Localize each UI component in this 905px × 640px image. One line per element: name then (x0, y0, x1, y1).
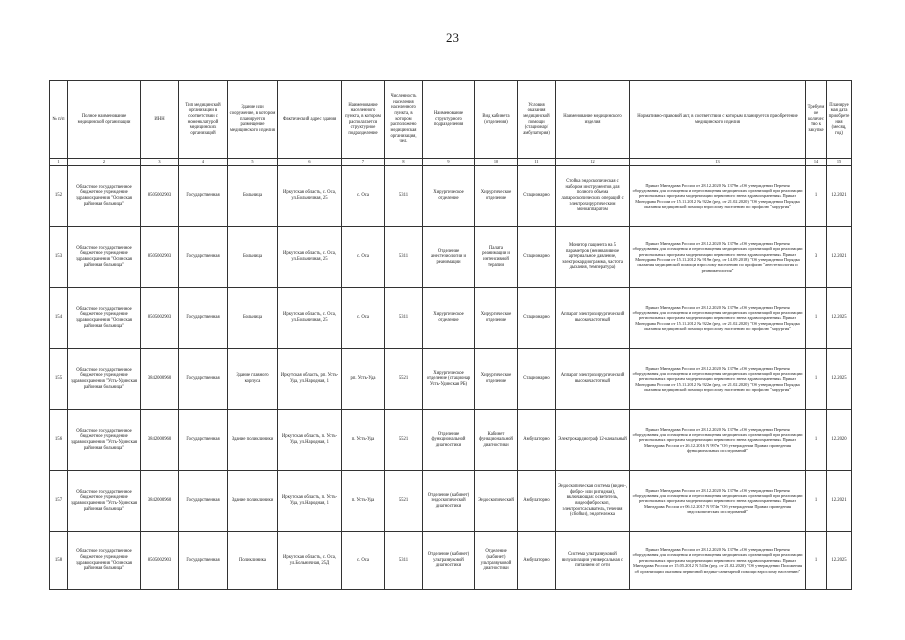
unit: Отделение функциональной диагностики (423, 410, 475, 471)
column-number: 11 (518, 159, 556, 166)
building: Поликлиника (228, 532, 278, 590)
population: 5311 (385, 166, 423, 227)
quantity: 1 (806, 410, 827, 471)
care-type: Стационарно (518, 227, 556, 288)
locality: п. Усть-Уда (342, 410, 385, 471)
population: 5521 (385, 410, 423, 471)
org-name: Областное государственное бюджетное учреждение здравоохранения "Осинская районная больница" (68, 532, 141, 590)
row-number: 157 (50, 471, 68, 532)
population: 5311 (385, 227, 423, 288)
column-number: 13 (630, 159, 806, 166)
org-type: Государственная (179, 227, 228, 288)
org-name: Областное государственное бюджетное учреждение здравоохранения "Осинская районная больница" (68, 288, 141, 349)
unit: Хирургическое отделение (стационар Усть-Удинская РБ) (423, 349, 475, 410)
device: Стойка эндоскопическая с набором инструментов для полного объема лапароскопических операций с электрохирургическим моноаппаратом (556, 166, 630, 227)
locality: с. Оса (342, 532, 385, 590)
column-number: 7 (342, 159, 385, 166)
inn: 3842000960 (141, 410, 179, 471)
column-number: 9 (423, 159, 475, 166)
header-cell: Здание или сооружение, в котором планируется размещение медицинского изделия (228, 81, 278, 159)
inn: 3842000960 (141, 349, 179, 410)
device: Эндоскопическая система (видео-, фибро- или ригидная), включающая: осветитель, видеофиброскоп, электроотсасыватель, течения (сбойки), эндотележка (556, 471, 630, 532)
cabinet: Палата реанимации и интенсивной терапии (475, 227, 518, 288)
inn: 3842000960 (141, 471, 179, 532)
locality: п. Усть-Уда (342, 471, 385, 532)
header-cell: № п/п (50, 81, 68, 159)
device: Электрокардиограф 12-канальный (556, 410, 630, 471)
quantity: 1 (806, 288, 827, 349)
header-cell: ИНН (141, 81, 179, 159)
row-number: 154 (50, 288, 68, 349)
care-type: Стационарно (518, 288, 556, 349)
unit: Хирургическое отделение (423, 288, 475, 349)
unit: Отделение (кабинет) ультразвуковой диагностики (423, 532, 475, 590)
column-number: 1 (50, 159, 68, 166)
cabinet: Кабинет функциональной диагностики (475, 410, 518, 471)
device: Монитор пациента на 5 параметров (неинвазивное артериальное давление, электрокардиограмма, частота дыхания, температура) (556, 227, 630, 288)
cabinet: Эндоскопический (475, 471, 518, 532)
column-number: 12 (556, 159, 630, 166)
column-number: 5 (228, 159, 278, 166)
legal-act: Приказ Минздрава России от 28.12.2020 № 1379н «Об утверждении Перечня оборудования для оснащения и переоснащения медицинских организаций при реализации региональных программ модернизации первичного звена здравоохранения» Приказ Минздрава России от 15.11.2012 № 919н (ред. от 14.09.2018) "Об утверждении Порядка оказания медицинской помощи взрослому населению по профилю "анестезиология и реаниматология" (630, 227, 806, 288)
quantity: 1 (806, 349, 827, 410)
table-row (50, 166, 852, 227)
purchase-date: 12.2025 (827, 532, 852, 590)
column-number: 6 (278, 159, 342, 166)
building: Здание поликлиники (228, 410, 278, 471)
address: Иркутская область, с. Оса, ул.Больничная, 25 (278, 227, 342, 288)
building: Здание главного корпуса (228, 349, 278, 410)
inn: 8505002903 (141, 532, 179, 590)
care-type: Стационарно (518, 166, 556, 227)
header-cell: Тип медицинской организации в соответствии с номенклатурой медицинских организаций (179, 81, 228, 159)
device: Аппарат электрохирургический высокочастотный (556, 288, 630, 349)
building: Больница (228, 166, 278, 227)
unit: Хирургическое отделение (423, 166, 475, 227)
org-name: Областное государственное бюджетное учреждение здравоохранения "Усть-Удинская районная больница" (68, 471, 141, 532)
org-name: Областное государственное бюджетное учреждение здравоохранения "Осинская районная больница" (68, 227, 141, 288)
org-type: Государственная (179, 349, 228, 410)
column-number: 3 (141, 159, 179, 166)
population: 5311 (385, 288, 423, 349)
header-cell: Нормативно-правовой акт, в соответствии с которым планируется приобретение медицинского изделия (630, 81, 806, 159)
legal-act: Приказ Минздрава России от 28.12.2020 № 1379н «Об утверждении Перечня оборудования для оснащения и переоснащения медицинских организаций при реализации региональных программ модернизации первичного звена здравоохранения» Приказ Минздрава России от 15.11.2012 № 922н (ред. от 21.02.2020) "Об утверждении Порядка оказания медицинской помощи взрослому населению по профилю "хирургия" (630, 166, 806, 227)
address: Иркутская область, с. Оса, ул.Больничная, 25 (278, 166, 342, 227)
org-type: Государственная (179, 410, 228, 471)
legal-act: Приказ Минздрава России от 28.12.2020 № 1379н «Об утверждении Перечня оборудования для оснащения и переоснащения медицинских организаций при реализации региональных программ модернизации первичного звена здравоохранения» Приказ Минздрава России от 15.11.2012 № 922н (ред. от 21.02.2020) "Об утверждении Порядка оказания медицинской помощи взрослому населению по профилю "хирургия" (630, 288, 806, 349)
device: Система ультразвуковой визуализации универсальная с питанием от сети (556, 532, 630, 590)
address: Иркутская область, с. Оса, ул.Больничная, 25 (278, 288, 342, 349)
table-row (50, 410, 852, 471)
address: Иркутская область, с. Оса, ул.Больничная, 25Д (278, 532, 342, 590)
quantity: 1 (806, 166, 827, 227)
table-row (50, 532, 852, 590)
row-number: 153 (50, 227, 68, 288)
population: 5521 (385, 349, 423, 410)
row-number: 155 (50, 349, 68, 410)
org-name: Областное государственное бюджетное учреждение здравоохранения "Усть-Удинская районная больница" (68, 410, 141, 471)
cabinet: Хирургическое отделение (475, 288, 518, 349)
cabinet: Отделение (кабинет) ультразвуковой диагностики (475, 532, 518, 590)
row-number: 152 (50, 166, 68, 227)
org-name: Областное государственное бюджетное учреждение здравоохранения "Усть-Удинская районная больница" (68, 349, 141, 410)
header-cell: Фактический адрес здания (278, 81, 342, 159)
header-cell: Наименование медицинского изделия (556, 81, 630, 159)
legal-act: Приказ Минздрава России от 28.12.2020 № 1379н «Об утверждении Перечня оборудования для оснащения и переоснащения медицинских организаций при реализации региональных программ модернизации первичного звена здравоохранения» Приказ Минздрава России от 26.12.2016 N 997н "Об утверждении Правил проведения функциональных исследований" (630, 410, 806, 471)
care-type: Амбулаторно (518, 471, 556, 532)
legal-act: Приказ Минздрава России от 28.12.2020 № 1379н «Об утверждении Перечня оборудования для оснащения и переоснащения медицинских организаций при реализации региональных программ модернизации первичного звена здравоохранения» Приказ Минздрава России от 15.05.2012 N 543н (ред. от 21.02.2020) "Об утверждении Положения об организации оказания первичной медико-санитарной помощи взрослому населению" (630, 532, 806, 590)
care-type: Амбулаторно (518, 532, 556, 590)
locality: с. Оса (342, 288, 385, 349)
care-type: Амбулаторно (518, 410, 556, 471)
locality: с. Оса (342, 166, 385, 227)
building: Здание поликлиники (228, 471, 278, 532)
address: Иркутская область, п. Усть-Уда, ул.Народная, 1 (278, 471, 342, 532)
table-row (50, 471, 852, 532)
org-type: Государственная (179, 532, 228, 590)
column-number: 8 (385, 159, 423, 166)
building: Больница (228, 288, 278, 349)
purchase-date: 12.2025 (827, 288, 852, 349)
table-row (50, 288, 852, 349)
legal-act: Приказ Минздрава России от 28.12.2020 № 1379н «Об утверждении Перечня оборудования для оснащения и переоснащения медицинских организаций при реализации региональных программ модернизации первичного звена здравоохранения» Приказ Минздрава России от 06.12.2017 N 974н "Об утверждении Правил проведения эндоскопических исследований" (630, 471, 806, 532)
legal-act: Приказ Минздрава России от 28.12.2020 № 1379н «Об утверждении Перечня оборудования для оснащения и переоснащения медицинских организаций при реализации региональных программ модернизации первичного звена здравоохранения» Приказ Минздрава России от 15.11.2012 № 922н (ред. от 21.02.2020) "Об утверждении Порядка оказания медицинской помощи взрослому населению по профилю "хирургия" (630, 349, 806, 410)
header-cell: Требуемое количество к закупке (806, 81, 827, 159)
header-cell: Планируемая дата приобретения (месяц, год) (827, 81, 852, 159)
inn: 8505002903 (141, 227, 179, 288)
locality: рп. Усть-Уда (342, 349, 385, 410)
header-cell: Наименование структурного подразделения (423, 81, 475, 159)
header-cell: Наименование населенного пункта, в котором располагается структурное подразделение (342, 81, 385, 159)
row-number: 156 (50, 410, 68, 471)
org-type: Государственная (179, 288, 228, 349)
header-cell: Вид кабинета (отделения) (475, 81, 518, 159)
org-name: Областное государственное бюджетное учреждение здравоохранения "Осинская районная больница" (68, 166, 141, 227)
purchase-date: 12.2025 (827, 349, 852, 410)
org-type: Государственная (179, 471, 228, 532)
column-number: 15 (827, 159, 852, 166)
column-number: 4 (179, 159, 228, 166)
address: Иркутская область, п. Усть-Уда, ул.Народная, 1 (278, 410, 342, 471)
row-number: 158 (50, 532, 68, 590)
population: 5311 (385, 532, 423, 590)
column-number: 10 (475, 159, 518, 166)
equipment-table (49, 80, 852, 590)
purchase-date: 12.2021 (827, 166, 852, 227)
locality: с. Оса (342, 227, 385, 288)
quantity: 1 (806, 532, 827, 590)
care-type: Стационарно (518, 349, 556, 410)
building: Больница (228, 227, 278, 288)
table-row (50, 227, 852, 288)
purchase-date: 12.2021 (827, 471, 852, 532)
unit: Отделение анестезиологии и реанимации (423, 227, 475, 288)
inn: 8505002903 (141, 288, 179, 349)
quantity: 3 (806, 227, 827, 288)
table-row (50, 349, 852, 410)
inn: 8505002903 (141, 166, 179, 227)
column-number: 14 (806, 159, 827, 166)
header-row (50, 81, 852, 159)
quantity: 1 (806, 471, 827, 532)
device: Аппарат электрохирургический высокочастотный (556, 349, 630, 410)
purchase-date: 12.2020 (827, 410, 852, 471)
org-type: Государственная (179, 166, 228, 227)
header-cell: Численность населения населенного пункта, в котором расположено медицинская организация, чел. (385, 81, 423, 159)
header-cell: Полное наименование медицинской организации (68, 81, 141, 159)
header-cell: Условия оказания медицинской помощи (стационар/амбулатория) (518, 81, 556, 159)
column-number-row (50, 159, 852, 166)
cabinet: Хирургическое отделение (475, 349, 518, 410)
purchase-date: 12.2021 (827, 227, 852, 288)
cabinet: Хирургическое отделение (475, 166, 518, 227)
address: Иркутская область, рп. Усть-Уда, ул.Народная, 1 (278, 349, 342, 410)
page-number: 23 (446, 30, 459, 45)
population: 5521 (385, 471, 423, 532)
column-number: 2 (68, 159, 141, 166)
unit: Отделение (кабинет) эндоскопической диагностики (423, 471, 475, 532)
